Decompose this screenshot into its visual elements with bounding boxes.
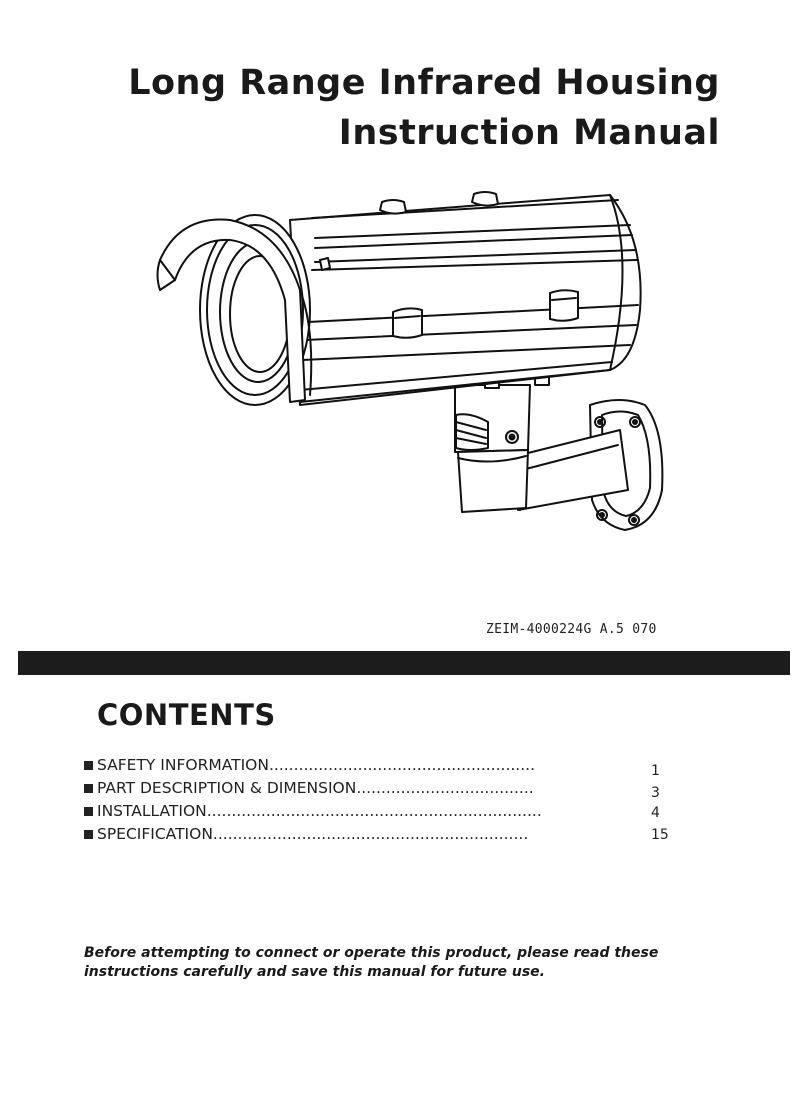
toc-page-number: 4 bbox=[651, 805, 660, 821]
camera-housing-illustration bbox=[150, 190, 680, 540]
square-bullet-icon bbox=[84, 807, 93, 816]
toc-page-number: 3 bbox=[651, 785, 660, 801]
square-bullet-icon bbox=[84, 784, 93, 793]
title-line-2: Instruction Manual bbox=[338, 113, 720, 153]
toc-page-number: 1 bbox=[651, 763, 660, 779]
manual-title bbox=[128, 58, 720, 158]
table-of-contents bbox=[84, 754, 684, 846]
toc-item-safety[interactable] bbox=[84, 754, 684, 777]
title-line-1: Long Range Infrared Housing bbox=[128, 63, 720, 103]
toc-item-label: PART DESCRIPTION & DIMENSION.................................... bbox=[97, 779, 534, 797]
toc-item-label: INSTALLATION.................................................................... bbox=[97, 802, 542, 820]
contents-heading: CONTENTS bbox=[97, 698, 276, 732]
toc-item-part-description[interactable] bbox=[84, 777, 684, 800]
toc-item-label: SPECIFICATION................................................................ bbox=[97, 825, 529, 843]
toc-item-installation[interactable] bbox=[84, 800, 684, 823]
toc-page-number: 15 bbox=[651, 827, 669, 843]
toc-item-label: SAFETY INFORMATION...................................................... bbox=[97, 756, 536, 774]
notice-line-2: instructions carefully and save this manual for future use. bbox=[84, 964, 545, 980]
notice-line-1: Before attempting to connect or operate this product, please read these bbox=[84, 945, 659, 961]
toc-item-specification[interactable] bbox=[84, 823, 684, 846]
square-bullet-icon bbox=[84, 830, 93, 839]
divider-bar bbox=[18, 651, 790, 675]
housing-body bbox=[290, 195, 641, 405]
document-code: ZEIM-4000224G A.5 070 bbox=[486, 622, 657, 637]
square-bullet-icon bbox=[84, 761, 93, 770]
read-instructions-notice bbox=[84, 944, 724, 982]
